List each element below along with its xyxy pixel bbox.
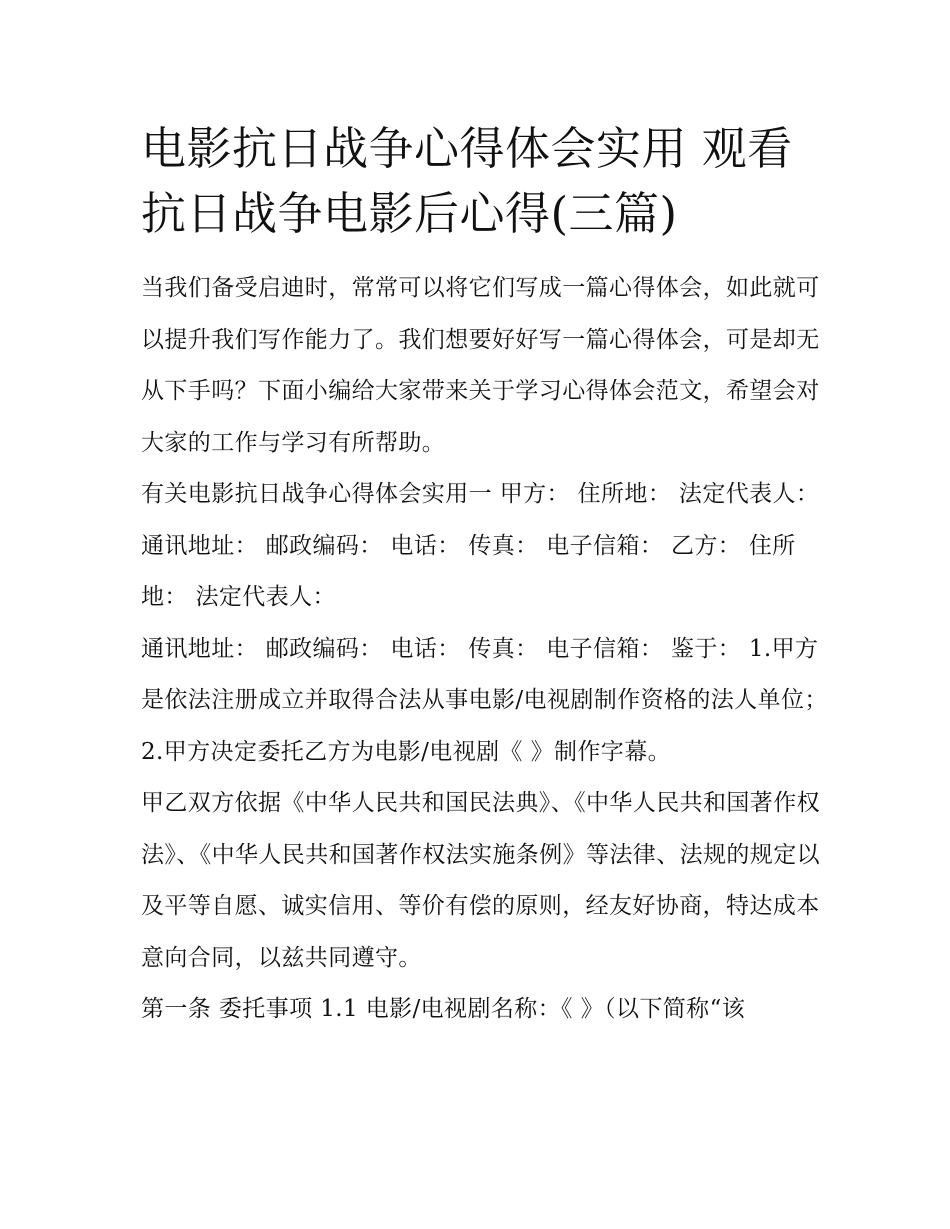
article-one-paragraph: 第一条 委托事项 1.1 电影/电视剧名称：《 》（以下简称“该 xyxy=(141,996,746,1022)
party-info-paragraph: 有关电影抗日战争心得体会实用一 甲方： 住所地： 法定代表人： 通讯地址： 邮政编码： 电话： 传真： 电子信箱： 乙方： 住所地： 法定代表人： xyxy=(141,481,820,610)
document-content xyxy=(141,116,831,1036)
document-title: 电影抗日战争心得体会实用 观看抗日战争电影后心得(三篇) xyxy=(141,122,793,240)
recital-two-paragraph: 2.甲方决定委托乙方为电影/电视剧《 》制作字幕。 xyxy=(141,738,672,765)
legal-basis-paragraph: 甲乙双方依据《中华人民共和国民法典》、《中华人民共和国著作权法》、《中华人民共和国著作权法实施条例》等法律、法规的规定以及平等自愿、诚实信用、等价有偿的原则，经友好协商，特达成本意向合同，以兹共同遵守。 xyxy=(141,790,820,971)
contact-recital-paragraph: 通讯地址： 邮政编码： 电话： 传真： 电子信箱： 鉴于： 1.甲方是依法注册成立并取得合法从事电影/电视剧制作资格的法人单位； xyxy=(141,635,828,713)
intro-paragraph: 当我们备受启迪时，常常可以将它们写成一篇心得体会，如此就可以提升我们写作能力了。我们想要好好写一篇心得体会，可是却无从下手吗？下面小编给大家带来关于学习心得体会范文，希望会对大家的工作与学习有所帮助。 xyxy=(141,275,820,456)
